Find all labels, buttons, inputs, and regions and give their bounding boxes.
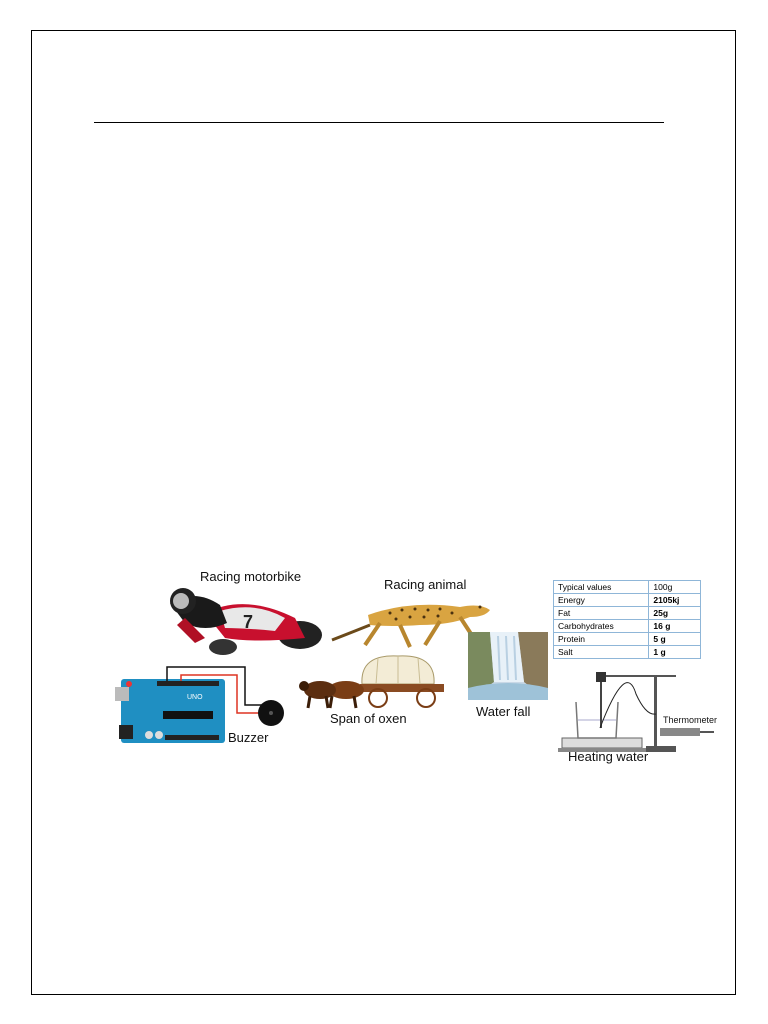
label-thermometer: Thermometer bbox=[663, 715, 718, 725]
page-frame bbox=[31, 30, 736, 995]
label-motorbike: Racing motorbike bbox=[200, 569, 302, 584]
table-row bbox=[554, 646, 701, 659]
table-cell: Carbohydrates bbox=[554, 620, 649, 633]
table-row bbox=[554, 607, 701, 620]
oxen-wagon-illustration bbox=[298, 652, 448, 712]
table-row bbox=[554, 620, 701, 633]
table-cell: 16 g bbox=[649, 620, 701, 633]
label-animal: Racing animal bbox=[384, 577, 467, 592]
table-cell: Fat bbox=[554, 607, 649, 620]
table-row bbox=[554, 633, 701, 646]
label-heating: Heating water bbox=[568, 749, 649, 764]
table-cell: 5 g bbox=[649, 633, 701, 646]
nutrition-table bbox=[553, 580, 701, 659]
table-cell: 25g bbox=[649, 607, 701, 620]
header-rule bbox=[94, 122, 664, 123]
svg-text:UNO: UNO bbox=[187, 694, 203, 701]
table-row bbox=[554, 594, 701, 607]
table-cell: Typical values bbox=[554, 581, 649, 594]
table-cell: 2105kj bbox=[649, 594, 701, 607]
table-cell: 1 g bbox=[649, 646, 701, 659]
table-cell: Energy bbox=[554, 594, 649, 607]
svg-text:7: 7 bbox=[243, 612, 254, 632]
waterfall-illustration bbox=[468, 632, 548, 700]
motorbike-illustration bbox=[165, 583, 330, 658]
label-waterfall: Water fall bbox=[476, 704, 531, 719]
label-buzzer: Buzzer bbox=[228, 730, 269, 745]
table-cell: 100g bbox=[649, 581, 701, 594]
table-row bbox=[554, 581, 701, 594]
label-oxen: Span of oxen bbox=[330, 711, 407, 726]
heating-apparatus-illustration bbox=[556, 666, 716, 752]
table-cell: Salt bbox=[554, 646, 649, 659]
table-cell: Protein bbox=[554, 633, 649, 646]
